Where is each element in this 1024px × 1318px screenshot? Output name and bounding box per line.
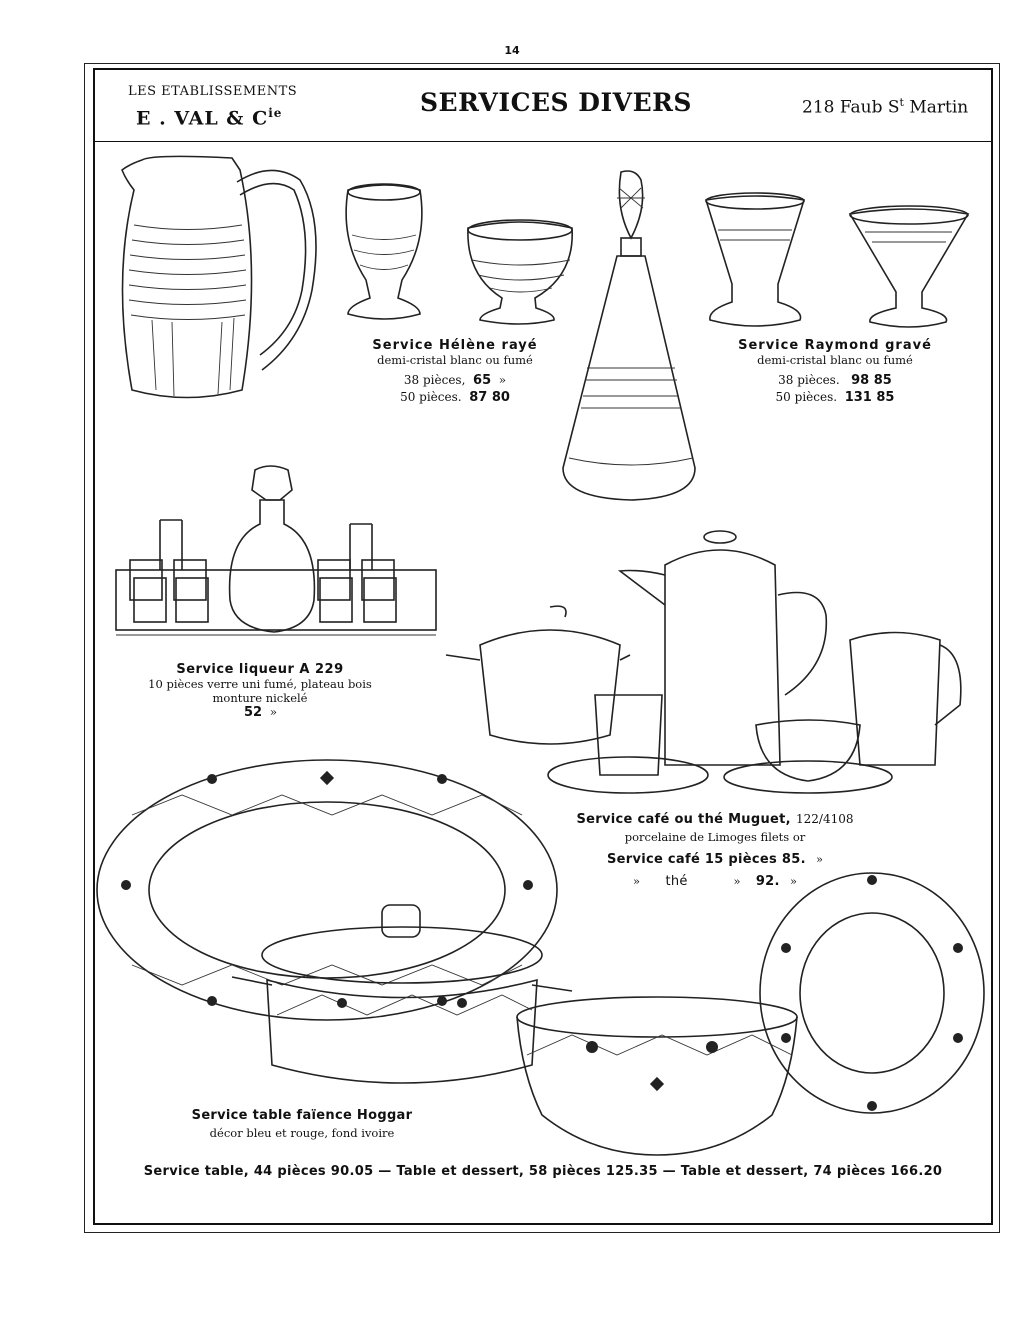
header-divider: [93, 141, 993, 142]
hoggar-title: Service table faïence Hoggar: [191, 1108, 413, 1123]
raymond-price-row-1: 38 pièces. 98 85: [778, 373, 892, 388]
muguet-title: Service café ou thé Muguet,: [576, 812, 791, 827]
helene-price-row-2: 50 pièces. 87 80: [400, 390, 510, 405]
helene-price-row-1: 38 pièces, 65 »: [403, 373, 507, 388]
helene-caption: [340, 338, 570, 405]
raymond-title: Service Raymond gravé: [738, 338, 932, 353]
liqueur-set-illustration: [110, 460, 440, 660]
company-line-1: LES ETABLISSEMENTS: [128, 84, 298, 99]
footer-price-line: Service table, 44 pièces 90.05 — Table et dessert, 58 pièces 125.35 — Table et dessert, 74 pièces 166.20: [143, 1164, 943, 1179]
helene-glasses-illustration: [340, 180, 580, 330]
raymond-caption: [715, 338, 955, 405]
page-title: SERVICES DIVERS: [420, 88, 692, 117]
helene-subtitle: demi-cristal blanc ou fumé: [377, 353, 533, 367]
muguet-subtitle: porcelaine de Limoges filets or: [624, 830, 806, 844]
raymond-subtitle: demi-cristal blanc ou fumé: [757, 353, 913, 367]
muguet-ref: 122/4108: [796, 812, 854, 826]
liqueur-caption: [130, 662, 390, 720]
muguet-cafe-line: Service café 15 pièces 85. »: [606, 852, 824, 867]
hoggar-bowl-illustration: [512, 995, 802, 1160]
raymond-glasses-illustration: [700, 192, 980, 332]
pitcher-illustration: [112, 150, 332, 410]
raymond-price-row-2: 50 pièces. 131 85: [775, 390, 895, 405]
company-name: E . VAL & $C^{ie}$: [136, 106, 283, 130]
muguet-title-line: [560, 808, 870, 827]
muguet-the-line: » thé » 92. »: [633, 874, 797, 889]
liqueur-price: 52 »: [244, 705, 278, 720]
hoggar-caption: [182, 1108, 422, 1140]
page-number: 14: [504, 44, 520, 57]
liqueur-title: Service liqueur A 229: [176, 662, 344, 677]
address: 218 Faub $S^t$ Martin: [802, 96, 969, 118]
muguet-caption: [560, 808, 870, 889]
decanter-illustration: [555, 168, 705, 503]
hoggar-subtitle: décor bleu et rouge, fond ivoire: [209, 1126, 395, 1140]
helene-title: Service Hélène rayé: [372, 338, 538, 353]
liqueur-line-1: 10 pièces verre uni fumé, plateau bois: [148, 677, 372, 691]
liqueur-line-2: monture nickelé: [212, 691, 308, 705]
